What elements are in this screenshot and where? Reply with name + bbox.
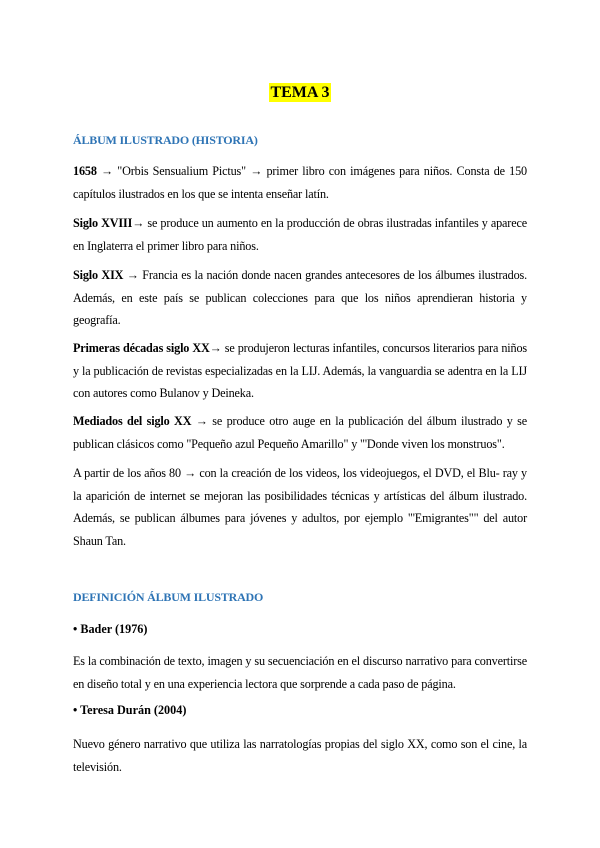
history-entry-primeras-decadas [73, 337, 527, 405]
title-wrapper [73, 83, 527, 102]
entry-label: Mediados del siglo XX [73, 414, 192, 428]
entry-text: → se produce un aumento en la producción de obras ilustradas infantiles y aparece en Inglaterra el primer libro para niños. [73, 216, 527, 253]
definition-author-teresa-duran: • Teresa Durán (2004) [73, 703, 187, 717]
entry-label: Primeras décadas siglo XX [73, 341, 210, 355]
history-entry-siglo-xix [73, 264, 527, 332]
section-heading-historia: ÁLBUM ILUSTRADO (HISTORIA) [73, 133, 258, 147]
definition-text-teresa-duran: Nuevo género narrativo que utiliza las narratologías propias del siglo XX, como son el cine, la televisión. [73, 737, 527, 774]
definition-author-bader: • Bader (1976) [73, 622, 148, 636]
history-entry-anos-80 [73, 462, 527, 552]
history-entry-1658 [73, 160, 527, 205]
entry-text: → se produjeron lecturas infantiles, concursos literarios para niños y la publicación de revistas especializadas en la LIJ. Además, la vanguardia se adentra en la LIJ con autores como Bulanov y Deineka. [73, 341, 527, 400]
history-entry-siglo-xviii [73, 212, 527, 257]
entry-label: Siglo XVIII [73, 216, 133, 230]
entry-text: → se produce otro auge en la publicación del álbum ilustrado y se publican clásicos como "Pequeño azul Pequeño Amarillo" y "'Donde viven los monstruos". [73, 414, 527, 451]
entry-text: → Francia es la nación donde nacen grandes antecesores de los álbumes ilustrados. Además, en este país se publican colecciones para que los niños aprendieran historia y geografía. [73, 268, 528, 327]
page-title: TEMA 3 [270, 84, 330, 101]
entry-label: Siglo XIX [73, 268, 124, 282]
entry-text: → "Orbis Sensualium Pictus" → primer libro con imágenes para niños. Consta de 150 capítulos ilustrados en los que se intenta enseñar latín. [73, 164, 527, 201]
entry-text: A partir de los años 80 → con la creación de los videos, los videojuegos, el DVD, el Blu- ray y la aparición de internet se mejoran las posibilidades técnicas y artísticas del álbum ilustrado. Además, se publican álbumes para jóvenes y adultos, por ejemplo "'Emigrantes"" del autor Shaun Tan. [73, 466, 527, 548]
history-entry-mediados-siglo-xx [73, 410, 527, 455]
section-heading-definicion: DEFINICIÓN ÁLBUM ILUSTRADO [73, 590, 264, 604]
definition-text-bader: Es la combinación de texto, imagen y su secuenciación en el discurso narrativo para convertirse en diseño total y en una experiencia lectora que sorprende a cada paso de página. [73, 654, 527, 691]
entry-label: 1658 [73, 164, 97, 178]
